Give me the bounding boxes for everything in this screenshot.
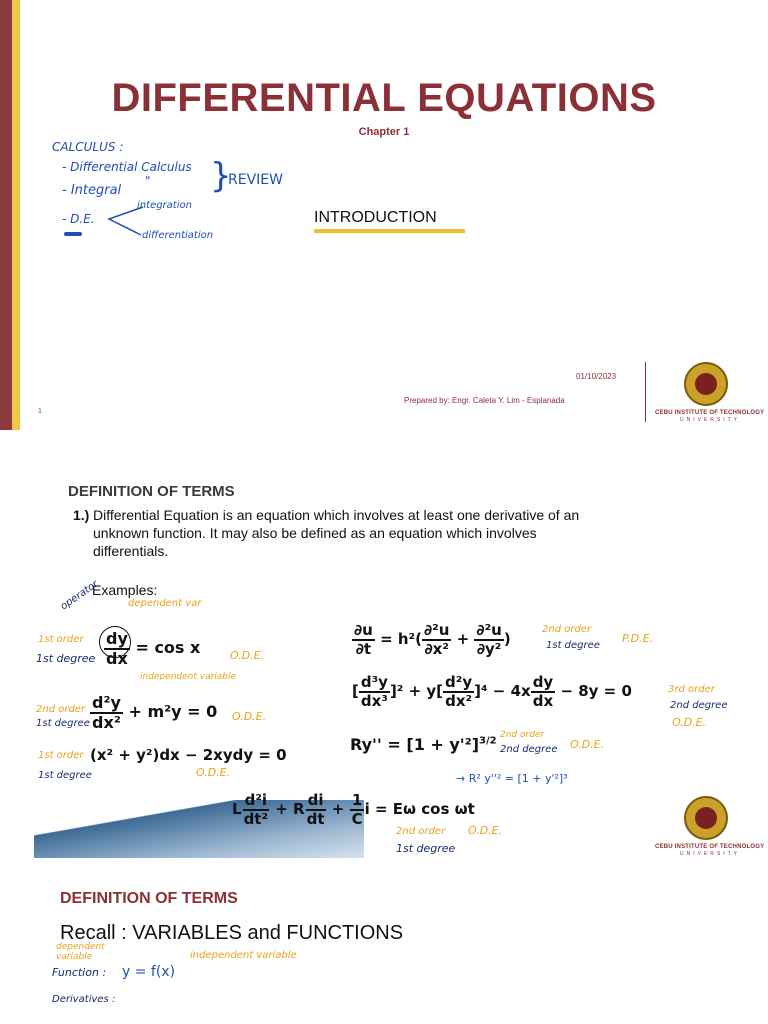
function-equation: y = f(x): [122, 964, 176, 980]
note-eq2-ode: O.D.E.: [232, 710, 267, 723]
note-operator: operator: [58, 578, 101, 613]
recall-heading: Recall : VARIABLES and FUNCTIONS: [60, 922, 404, 944]
equation-5: $\frac{\partial u}{\partial t}$ = h²( $\frac{\text{∂²u}}{\text{∂x²}}$ + $\frac{\text{∂²u}}{\text{∂y²}}$ ): [354, 621, 511, 658]
note-de: - D.E.: [62, 212, 95, 226]
slide-accent-bar: [0, 0, 12, 430]
slide-accent-stripe: [12, 0, 20, 430]
note-eq4-ode: O.D.E.: [468, 824, 503, 837]
note-eq7-order: 2nd order: [500, 730, 545, 740]
note-integration: integration: [137, 200, 192, 211]
note-eq5-pde: P.D.E.: [622, 632, 654, 645]
chapter-label: Chapter 1: [358, 126, 410, 138]
school-name: CEBU INSTITUTE OF TECHNOLOGY: [655, 410, 765, 416]
note-dependent-var: dependent var: [128, 598, 202, 609]
circle-annotation: [99, 626, 131, 658]
note-eq6-degree: 2nd degree: [670, 700, 728, 711]
equation-3: (x² + y²)dx − 2xydy = 0: [90, 746, 287, 764]
note-ditto: ": [145, 174, 151, 188]
brace-icon: }: [210, 156, 232, 196]
university-seal-icon-2: [684, 796, 728, 840]
equation-7-result: → R² y''² = [1 + y'²]³: [456, 772, 568, 785]
equation-6: [ $\frac{\text{d³y}}{\text{dx³}}$ ]² + y[ $\frac{\text{d²y}}{\text{dx²}}$ ]⁴ − 4x $\frac{dy}{dx}$ − 8y = 0: [352, 673, 632, 710]
note-independent-variable: independent variable: [190, 950, 297, 961]
intro-underline: [314, 229, 465, 233]
definition-number: 1.): [73, 507, 90, 523]
prepared-by: Prepared by: Engr. Caleta Y. Lim - Esplanada: [404, 396, 565, 405]
note-eq3-ode: O.D.E.: [196, 766, 231, 779]
note-eq2-degree: 1st degree: [36, 718, 90, 729]
note-diff-calc: - Differential Calculus: [62, 160, 192, 174]
note-eq2-order: 2nd order: [36, 704, 86, 715]
definition-heading-2: DEFINITION OF TERMS: [60, 890, 238, 907]
school-subtitle: UNIVERSITY: [680, 417, 741, 423]
note-eq5-degree: 1st degree: [546, 640, 600, 651]
note-eq1-order: 1st order: [38, 634, 84, 645]
note-differentiation: differentiation: [142, 230, 214, 241]
note-eq3-order: 1st order: [38, 750, 84, 761]
note-eq7-ode: O.D.E.: [570, 738, 605, 751]
title-slide: [0, 0, 768, 430]
note-derivatives: Derivatives :: [52, 994, 116, 1005]
page-number: 1: [38, 408, 42, 415]
definition-heading: DEFINITION OF TERMS: [68, 483, 235, 500]
examples-label: Examples:: [92, 582, 158, 598]
note-eq4-order: 2nd order: [396, 826, 446, 837]
note-eq5-order: 2nd order: [542, 624, 592, 635]
note-dependent-variable: dependent variable: [56, 942, 105, 962]
divider: [645, 362, 646, 422]
intro-heading: INTRODUCTION: [314, 209, 437, 226]
note-eq1-degree: 1st degree: [36, 652, 96, 665]
note-function: Function :: [52, 966, 107, 979]
note-eq6-ode: O.D.E.: [672, 716, 707, 729]
equation-1: $\frac{dy}{dx}$ = cos x: [106, 629, 201, 668]
university-seal-icon: [684, 362, 728, 406]
note-review: REVIEW: [228, 172, 283, 188]
equation-7: $Ry'' = [1 + y'^2]^{3/2}$: [350, 735, 497, 754]
equation-2: $\frac{\text{d²y}}{\text{dx²}}$ + m²y = 0: [92, 693, 218, 732]
equation-4: L $\frac{\text{d²i}}{\text{dt²}}$ + R $\frac{di}{dt}$ + $\frac{1}{C}$ i = Eω cos ωt: [232, 791, 475, 828]
note-independent-var: independent variable: [140, 672, 237, 682]
page-title: DIFFERENTIAL EQUATIONS: [111, 76, 657, 120]
scribble-mark: [64, 232, 82, 236]
definition-text: Differential Equation is an equation which involves at least one derivative of an unknown function. It may also be defined as an equation which involves differentials.: [93, 507, 580, 559]
note-eq1-ode: O.D.E.: [230, 649, 265, 662]
note-eq6-order: 3rd order: [668, 684, 715, 695]
note-eq7-degree: 2nd degree: [500, 744, 558, 755]
slide-date: 01/10/2023: [576, 372, 617, 381]
note-integral: - Integral: [62, 183, 122, 198]
note-calculus: CALCULUS :: [52, 140, 124, 154]
school-name-2: CEBU INSTITUTE OF TECHNOLOGY: [655, 844, 765, 850]
note-eq3-degree: 1st degree: [38, 770, 92, 781]
note-eq4-degree: 1st degree: [396, 842, 456, 855]
school-subtitle-2: UNIVERSITY: [680, 851, 741, 857]
